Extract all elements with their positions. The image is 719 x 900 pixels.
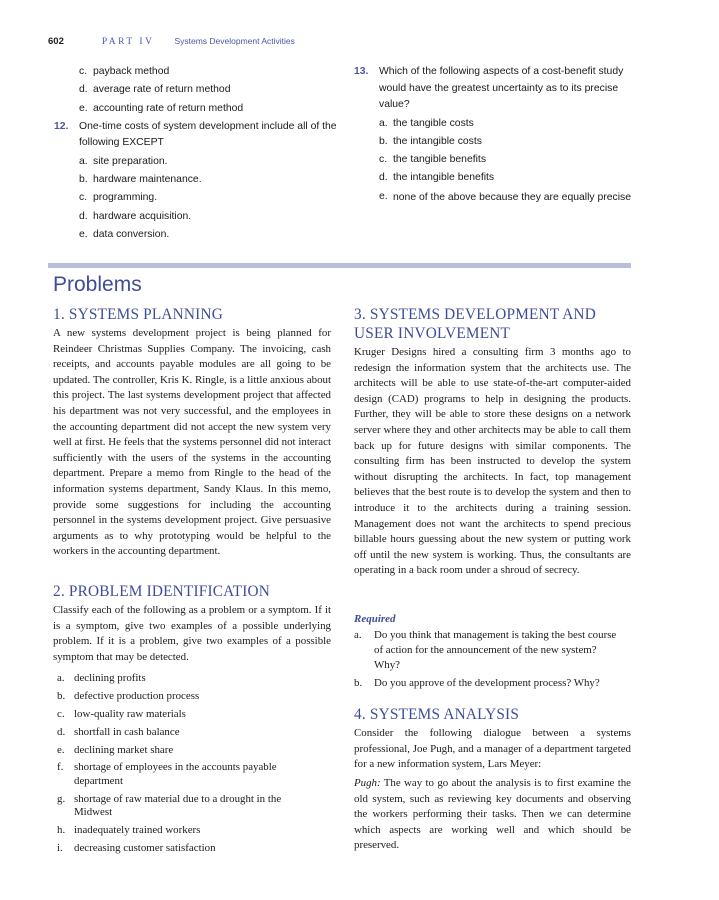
question-12 xyxy=(54,118,339,153)
question-number: 12. xyxy=(54,120,69,132)
list-item: c. the tangible benefits xyxy=(379,154,487,166)
problem-3-required-list xyxy=(354,628,631,693)
list-item: i. decreasing customer satisfaction xyxy=(57,841,216,854)
list-item: c. programming. xyxy=(79,192,158,204)
list-item: d. hardware acquisition. xyxy=(79,210,192,222)
dialog-text: The way to go about the analysis is to first examine the old system, such as reviewing key documents and observing the workers performing their tasks. Then we can determine which aspects are working well and which should be preserved. xyxy=(354,777,632,852)
section-divider xyxy=(48,263,631,268)
list-item: e. accounting rate of return method xyxy=(79,102,244,114)
list-item: b. the intangible costs xyxy=(379,135,482,147)
page-number: 602 xyxy=(48,36,64,47)
list-item: a. the tangible costs xyxy=(379,117,474,129)
page-title: Problems xyxy=(53,273,142,296)
problem-2-body: Classify each of the following as a problem or a symptom. If it is a symptom, give two examples of a possible underlying problem. If it is a problem, give two examples of a possible symptom that may be detected. xyxy=(53,604,331,663)
list-item: e. declining market share xyxy=(57,743,174,756)
list-item: a. Do you think that management is taking the best course of action for the announcement of the new system? Why? xyxy=(354,629,617,671)
list-item: d. shortfall in cash balance xyxy=(57,725,180,738)
question-number: 13. xyxy=(354,66,369,77)
list-item: e. data conversion. xyxy=(79,229,170,241)
part-label: PART IV xyxy=(101,37,155,47)
problem-3-title-line1: 3. SYSTEMS DEVELOPMENT AND xyxy=(354,306,597,323)
list-item: a. declining profits xyxy=(57,672,146,684)
problem-4-dialog xyxy=(354,776,631,854)
list-item: e. none of the above because they are equally precise xyxy=(379,190,631,203)
list-item: f. shortage of employees in the accounts payable department xyxy=(57,761,277,787)
list-item: b. Do you approve of the development process? Why? xyxy=(354,677,600,689)
dialog-speaker: Pugh: xyxy=(354,777,381,789)
running-section-title: Systems Development Activities xyxy=(174,36,295,46)
question-text: One-time costs of system development include all of the following EXCEPT xyxy=(79,120,337,149)
list-item: b. defective production process xyxy=(57,689,200,702)
list-item: d. the intangible benefits xyxy=(379,172,495,184)
problem-1-title: 1. SYSTEMS PLANNING xyxy=(53,306,223,323)
list-item: c. low-quality raw materials xyxy=(57,707,186,720)
problem-3-body: Kruger Designs hired a consulting firm 3 months ago to redesign the information system that the architects use. The architects will be able to use state-of-the-art computer-aided design (CAD) programs to help in designing the products. Further, they will be able to store these designs on a network server where they and other architects may be able to call them back up for future designs with similar components. The consulting firm has been instructed to develop the system without disrupting the architects. In fact, top management believes that the best route is to develop the system and then to introduce it to the architects during a training session. Management does not want the architects to spend precious billable hours guessing about the new system or putting work off until the new system is working. Thus, the consultants are operating in a back room under a shroud of secrecy. xyxy=(354,346,631,577)
problem-4-body: Consider the following dialogue between a systems professional, Joe Pugh, and a manager of a department targeted for a new information system, Lars Meyer: xyxy=(354,727,631,771)
list-item: h. inadequately trained workers xyxy=(57,824,201,837)
mc-left-column xyxy=(54,63,339,244)
problem-2-list xyxy=(53,671,331,859)
list-item: d. average rate of return method xyxy=(79,84,231,96)
problem-1-body: A new systems development project is being planned for Reindeer Christmas Supplies Company. The invoicing, cash receipts, and accounts payable modules are all going to be updated. The controller, Kris K. Ringle, is a little anxious about this project. The last systems development project that affected his department was not very successful, and the employees in the accounting department did not accept the new system very well at first. He feels that the systems personnel did not interact sufficiently with the users of the systems in the accounting department. Prepare a memo from Ringle to the head of the information systems department, Sandy Klaus. In this memo, provide some suggestions for including the accounting personnel in the systems development project. Give persuasive arguments as to why prototyping would be helpful to the workers in the accounting department. xyxy=(53,327,331,558)
running-header xyxy=(48,36,295,47)
list-item: a. site preparation. xyxy=(79,155,168,167)
list-item: b. hardware maintenance. xyxy=(79,174,202,186)
question-text: Which of the following aspects of a cost-benefit study would have the greatest uncertainty as to its precise value? xyxy=(379,66,624,110)
question-13 xyxy=(354,63,634,115)
problem-2-title: 2. PROBLEM IDENTIFICATION xyxy=(53,583,271,600)
problem-3-title-line2: USER INVOLVEMENT xyxy=(354,325,511,342)
problem-4-title: 4. SYSTEMS ANALYSIS xyxy=(354,706,520,723)
list-item: g. shortage of raw material due to a drought in the Midwest xyxy=(57,792,282,819)
list-item: c. payback method xyxy=(79,66,170,77)
required-label: Required xyxy=(354,613,396,625)
problem-3-title xyxy=(354,305,596,343)
mc-right-column xyxy=(354,63,634,205)
